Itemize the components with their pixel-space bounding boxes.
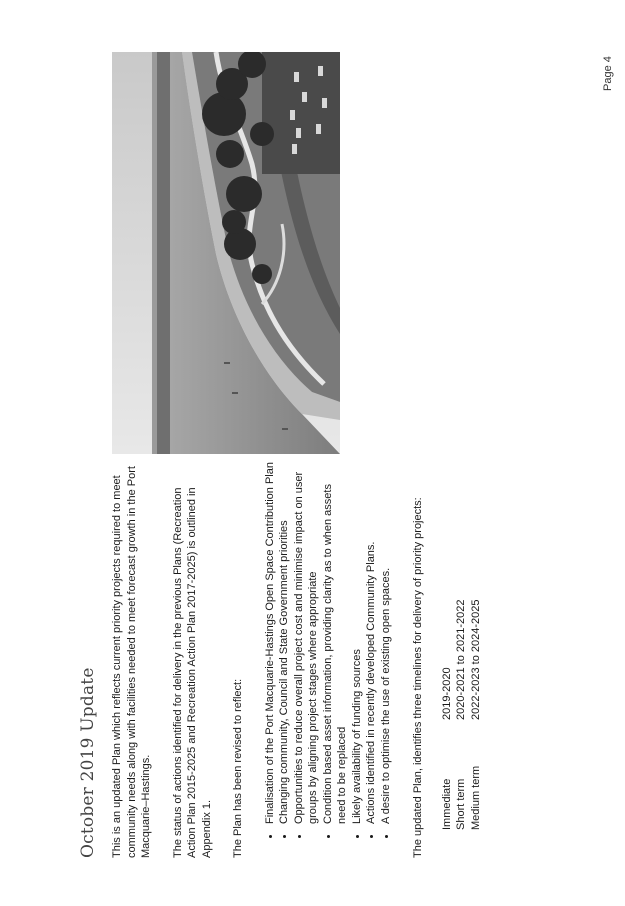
table-row bbox=[469, 600, 484, 831]
reflect-lead-paragraph: The Plan has been revised to reflect: bbox=[232, 678, 244, 858]
timelines-table bbox=[440, 600, 484, 831]
timeline-period: 2020-2021 to 2021-2022 bbox=[455, 599, 467, 720]
table-row bbox=[454, 600, 469, 831]
list-item: • A desire to optimise the use of existing open spaces. bbox=[379, 458, 394, 826]
list-item: • Changing community, Council and State Government priorities bbox=[277, 458, 292, 826]
status-paragraph: The status of actions identified for delivery in the previous Plans (Recreation Action Plan 2015-2025 and Recreation Action Plan 2017-2025) is outlined in Appendix 1. bbox=[171, 487, 213, 858]
timeline-term: Immediate bbox=[440, 778, 453, 830]
list-item: • Likely availability of funding sources bbox=[350, 458, 365, 826]
body-content bbox=[110, 458, 483, 858]
page-number: Page 4 bbox=[602, 56, 614, 91]
list-item: • Actions identified in recently developed Community Plans. bbox=[364, 458, 379, 826]
aerial-photo bbox=[112, 52, 340, 454]
intro-paragraph: This is an updated Plan which reflects current priority projects required to meet community needs along with facilities needed to meet forecast growth in the Port Macquarie–Hastings. bbox=[111, 466, 152, 858]
timelines-intro: The updated Plan, identifies three timelines for delivery of priority projects: bbox=[412, 497, 424, 858]
list-item: • Finalisation of the Port Macquarie-Hastings Open Space Contribution Plan bbox=[263, 458, 278, 826]
photo-distant-shore bbox=[156, 52, 170, 454]
timeline-term: Short term bbox=[455, 778, 467, 830]
aerial-photo-image bbox=[112, 52, 340, 454]
timeline-term: Medium term bbox=[469, 765, 482, 830]
reflect-list bbox=[263, 458, 394, 858]
timeline-period: 2022-2023 to 2024-2025 bbox=[469, 599, 482, 720]
page-title: October 2019 Update bbox=[78, 667, 98, 858]
timeline-period: 2019-2020 bbox=[440, 667, 453, 720]
table-row bbox=[440, 600, 455, 831]
list-item: • Opportunities to reduce overall project cost and minimise impact on user groups by aligning project stages where appropriate bbox=[292, 458, 321, 826]
list-item: • Condition based asset information, providing clarity as to when assets need to be replaced bbox=[321, 458, 350, 826]
